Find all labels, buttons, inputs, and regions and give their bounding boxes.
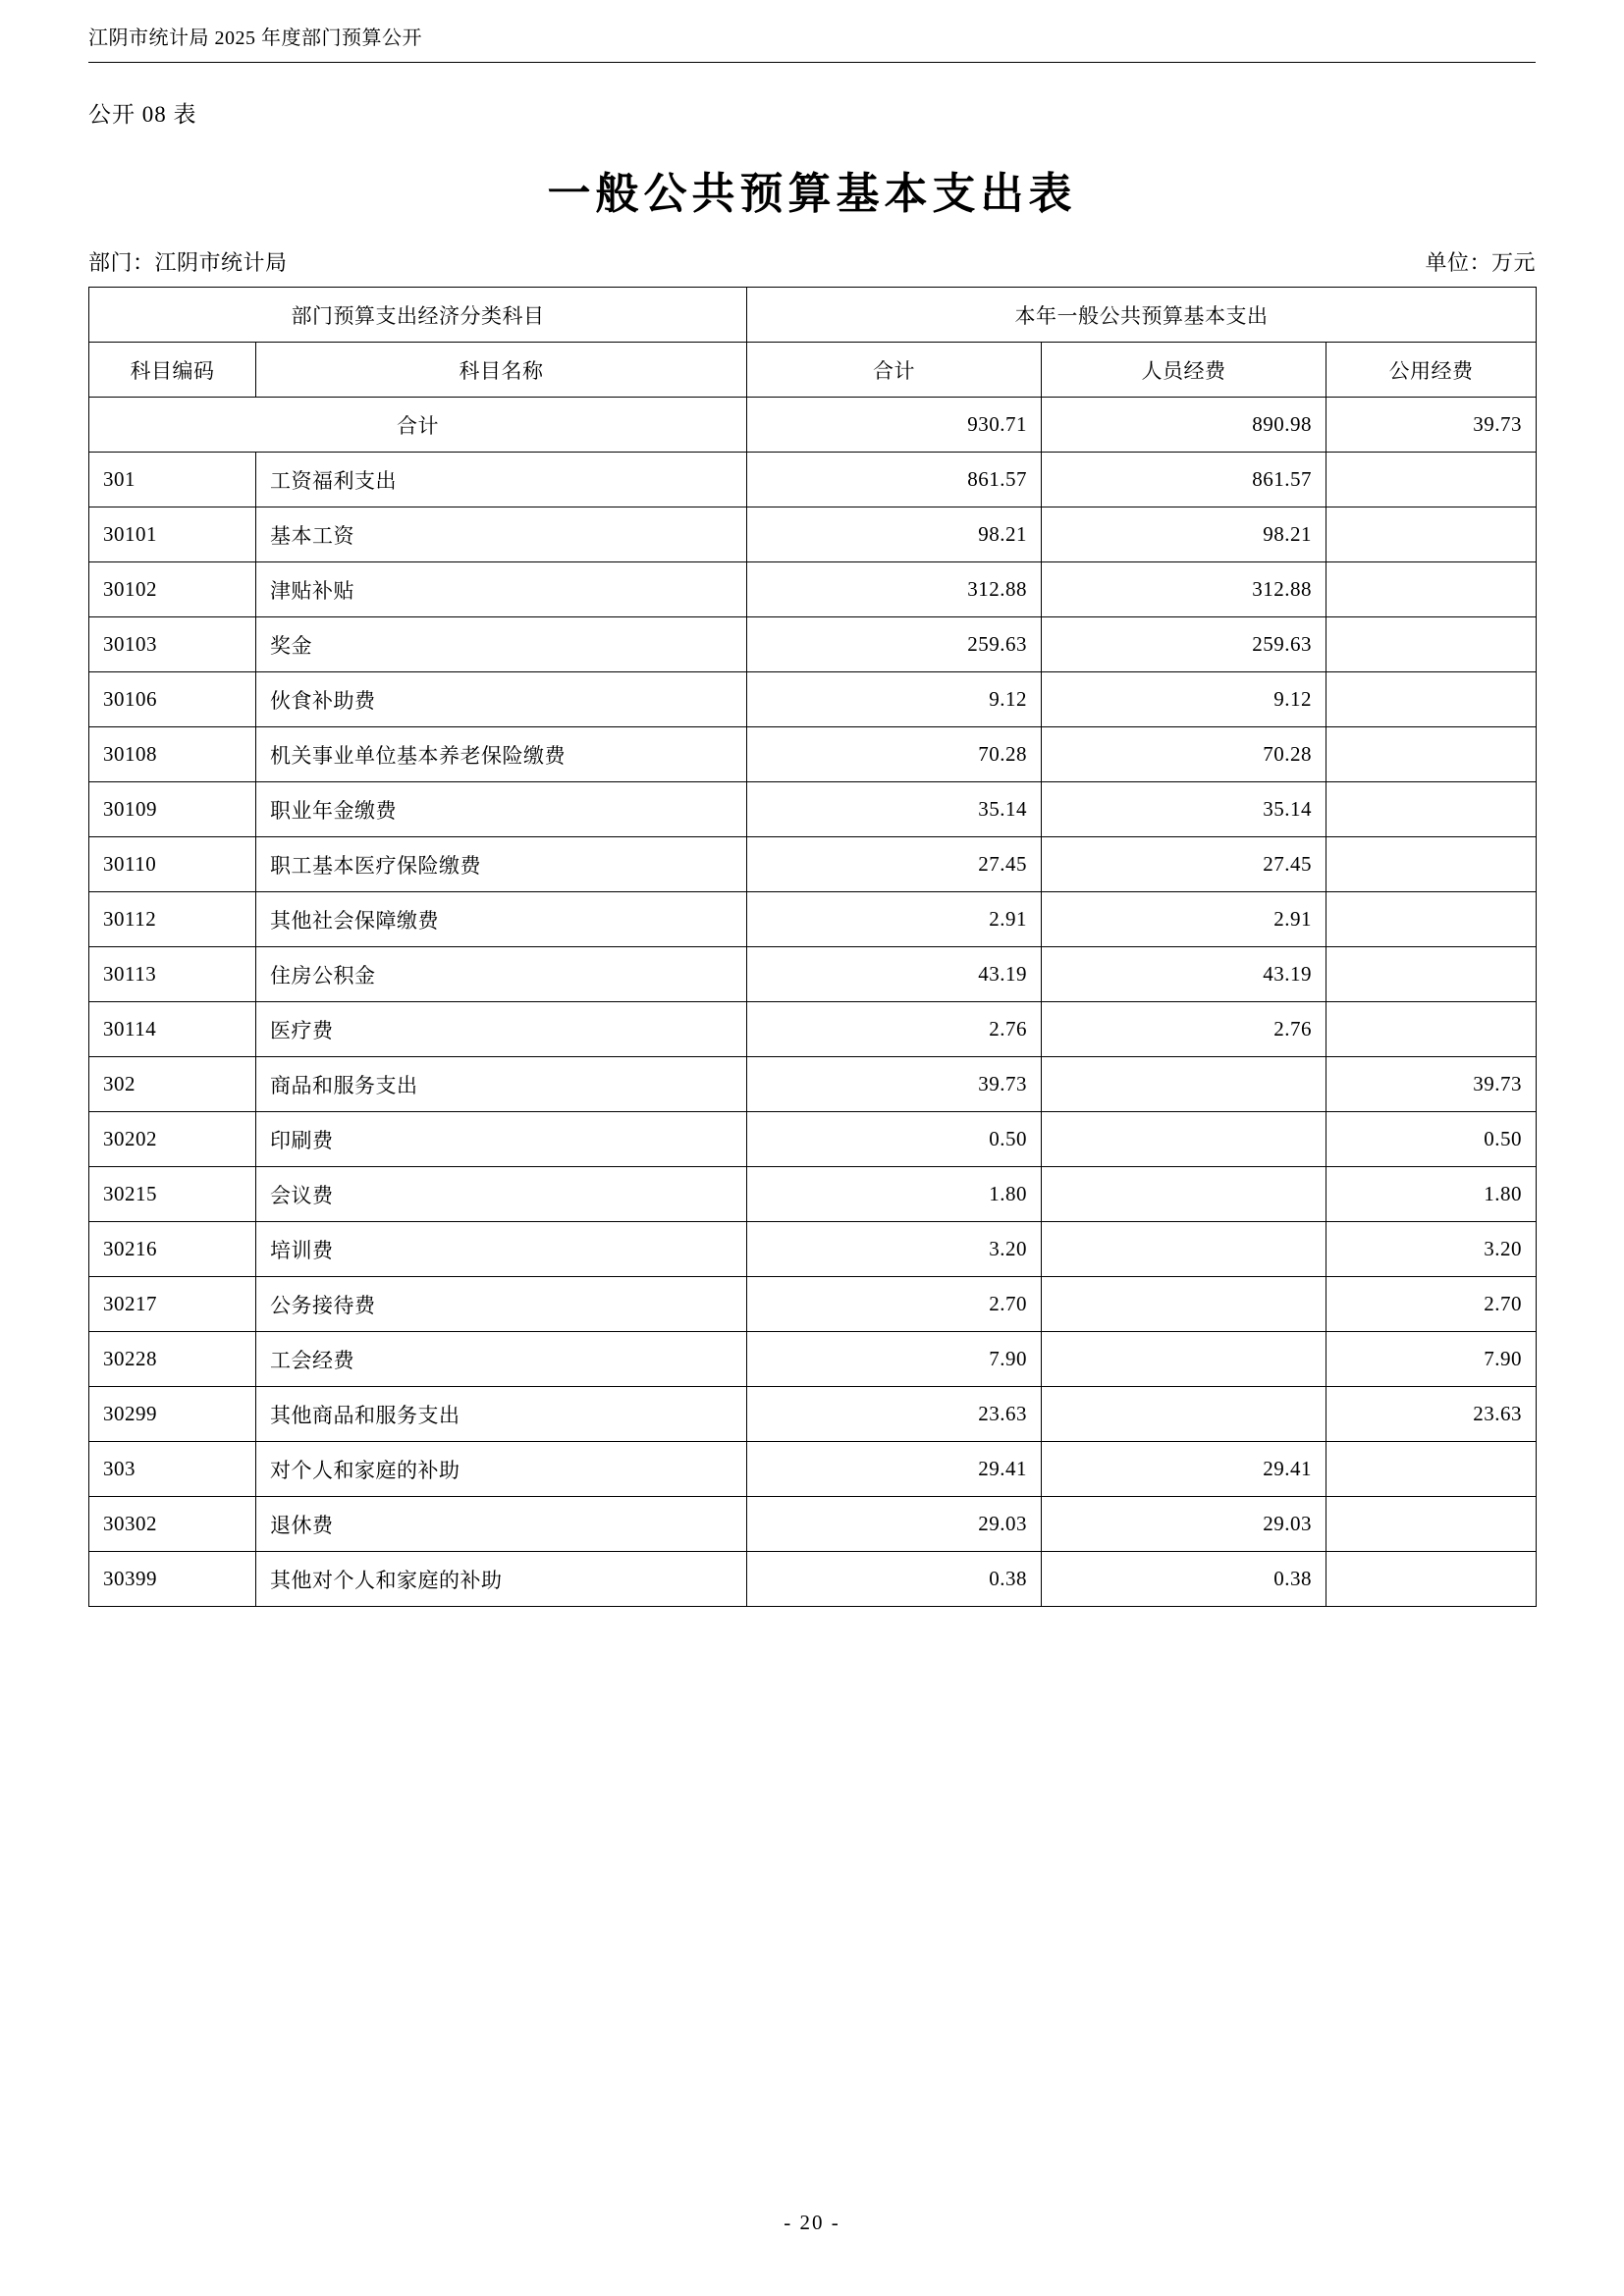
table-row — [89, 1002, 1537, 1057]
column-header-name: 科目名称 — [256, 343, 747, 398]
cell-name: 职业年金缴费 — [256, 782, 747, 837]
table-row — [89, 837, 1537, 892]
cell-name: 公务接待费 — [256, 1277, 747, 1332]
table-row — [89, 507, 1537, 562]
cell-code: 30103 — [89, 617, 256, 672]
cell-code: 30113 — [89, 947, 256, 1002]
cell-total: 259.63 — [747, 617, 1042, 672]
table-row — [89, 1387, 1537, 1442]
cell-code: 302 — [89, 1057, 256, 1112]
table-row — [89, 1442, 1537, 1497]
cell-name: 工会经费 — [256, 1332, 747, 1387]
cell-name: 其他商品和服务支出 — [256, 1387, 747, 1442]
table-row — [89, 1332, 1537, 1387]
cell-personnel: 29.03 — [1042, 1497, 1326, 1552]
meta-row — [88, 246, 1536, 277]
table-row — [89, 782, 1537, 837]
cell-personnel: 29.41 — [1042, 1442, 1326, 1497]
column-header-public: 公用经费 — [1326, 343, 1537, 398]
table-group-header-row — [89, 288, 1537, 343]
table-row — [89, 947, 1537, 1002]
cell-public: 0.50 — [1326, 1112, 1537, 1167]
cell-public — [1326, 1497, 1537, 1552]
unit-label: 单位：万元 — [1425, 250, 1536, 275]
total-row-personnel: 890.98 — [1042, 398, 1326, 453]
table-row — [89, 1497, 1537, 1552]
cell-code: 30101 — [89, 507, 256, 562]
cell-public — [1326, 782, 1537, 837]
cell-personnel: 9.12 — [1042, 672, 1326, 727]
cell-name: 基本工资 — [256, 507, 747, 562]
running-header: 江阴市统计局 2025 年度部门预算公开 — [88, 0, 1536, 63]
cell-code: 30299 — [89, 1387, 256, 1442]
cell-code: 301 — [89, 453, 256, 507]
cell-public: 7.90 — [1326, 1332, 1537, 1387]
cell-total: 39.73 — [747, 1057, 1042, 1112]
table-row — [89, 1277, 1537, 1332]
total-row-total: 930.71 — [747, 398, 1042, 453]
cell-total: 861.57 — [747, 453, 1042, 507]
cell-code: 30114 — [89, 1002, 256, 1057]
cell-personnel — [1042, 1167, 1326, 1222]
cell-public: 2.70 — [1326, 1277, 1537, 1332]
table-row — [89, 617, 1537, 672]
cell-total: 7.90 — [747, 1332, 1042, 1387]
cell-public — [1326, 892, 1537, 947]
cell-code: 30228 — [89, 1332, 256, 1387]
cell-code: 303 — [89, 1442, 256, 1497]
cell-personnel: 98.21 — [1042, 507, 1326, 562]
table-row — [89, 672, 1537, 727]
table-row-total — [89, 398, 1537, 453]
cell-total: 3.20 — [747, 1222, 1042, 1277]
table-row — [89, 1552, 1537, 1607]
table-body — [89, 398, 1537, 1607]
cell-total: 23.63 — [747, 1387, 1042, 1442]
cell-total: 0.50 — [747, 1112, 1042, 1167]
cell-name: 伙食补助费 — [256, 672, 747, 727]
form-number: 公开 08 表 — [88, 102, 197, 127]
table-row — [89, 892, 1537, 947]
column-header-total: 合计 — [747, 343, 1042, 398]
table-row — [89, 562, 1537, 617]
cell-personnel: 2.76 — [1042, 1002, 1326, 1057]
cell-personnel: 312.88 — [1042, 562, 1326, 617]
group-header-left: 部门预算支出经济分类科目 — [89, 288, 747, 343]
cell-public — [1326, 672, 1537, 727]
cell-code: 30106 — [89, 672, 256, 727]
table-row — [89, 727, 1537, 782]
cell-code: 30110 — [89, 837, 256, 892]
cell-code: 30217 — [89, 1277, 256, 1332]
cell-public — [1326, 507, 1537, 562]
cell-public: 23.63 — [1326, 1387, 1537, 1442]
table-row — [89, 453, 1537, 507]
cell-name: 印刷费 — [256, 1112, 747, 1167]
cell-personnel: 27.45 — [1042, 837, 1326, 892]
page-title: 一般公共预算基本支出表 — [547, 170, 1077, 218]
cell-total: 2.76 — [747, 1002, 1042, 1057]
table-column-header-row — [89, 343, 1537, 398]
cell-public: 39.73 — [1326, 1057, 1537, 1112]
cell-name: 奖金 — [256, 617, 747, 672]
table-head — [89, 288, 1537, 398]
cell-personnel: 861.57 — [1042, 453, 1326, 507]
cell-code: 30302 — [89, 1497, 256, 1552]
cell-personnel: 0.38 — [1042, 1552, 1326, 1607]
cell-total: 2.70 — [747, 1277, 1042, 1332]
cell-name: 对个人和家庭的补助 — [256, 1442, 747, 1497]
cell-total: 9.12 — [747, 672, 1042, 727]
cell-personnel — [1042, 1332, 1326, 1387]
page-footer: - 20 - — [784, 2211, 840, 2234]
cell-name: 机关事业单位基本养老保险缴费 — [256, 727, 747, 782]
cell-code: 30216 — [89, 1222, 256, 1277]
cell-public — [1326, 1002, 1537, 1057]
cell-name: 医疗费 — [256, 1002, 747, 1057]
cell-public — [1326, 837, 1537, 892]
cell-name: 职工基本医疗保险缴费 — [256, 837, 747, 892]
cell-public: 3.20 — [1326, 1222, 1537, 1277]
cell-total: 1.80 — [747, 1167, 1042, 1222]
cell-code: 30102 — [89, 562, 256, 617]
cell-total: 35.14 — [747, 782, 1042, 837]
column-header-code: 科目编码 — [89, 343, 256, 398]
cell-public — [1326, 1552, 1537, 1607]
cell-total: 29.41 — [747, 1442, 1042, 1497]
cell-total: 29.03 — [747, 1497, 1042, 1552]
table-row — [89, 1222, 1537, 1277]
cell-personnel: 43.19 — [1042, 947, 1326, 1002]
cell-personnel — [1042, 1057, 1326, 1112]
cell-total: 0.38 — [747, 1552, 1042, 1607]
department-label: 部门：江阴市统计局 — [88, 250, 288, 275]
cell-name: 其他对个人和家庭的补助 — [256, 1552, 747, 1607]
cell-total: 27.45 — [747, 837, 1042, 892]
cell-code: 30112 — [89, 892, 256, 947]
cell-code: 30215 — [89, 1167, 256, 1222]
cell-code: 30108 — [89, 727, 256, 782]
cell-total: 43.19 — [747, 947, 1042, 1002]
budget-table — [88, 287, 1537, 1607]
table-row — [89, 1112, 1537, 1167]
cell-name: 津贴补贴 — [256, 562, 747, 617]
table-row — [89, 1057, 1537, 1112]
cell-personnel: 35.14 — [1042, 782, 1326, 837]
cell-personnel — [1042, 1387, 1326, 1442]
cell-name: 商品和服务支出 — [256, 1057, 747, 1112]
total-row-label: 合计 — [89, 398, 747, 453]
cell-public — [1326, 727, 1537, 782]
cell-name: 住房公积金 — [256, 947, 747, 1002]
cell-public — [1326, 947, 1537, 1002]
cell-personnel: 70.28 — [1042, 727, 1326, 782]
cell-name: 培训费 — [256, 1222, 747, 1277]
cell-name: 其他社会保障缴费 — [256, 892, 747, 947]
cell-personnel — [1042, 1222, 1326, 1277]
cell-code: 30109 — [89, 782, 256, 837]
cell-personnel — [1042, 1112, 1326, 1167]
cell-total: 98.21 — [747, 507, 1042, 562]
cell-public — [1326, 562, 1537, 617]
cell-name: 退休费 — [256, 1497, 747, 1552]
column-header-personnel: 人员经费 — [1042, 343, 1326, 398]
cell-personnel: 2.91 — [1042, 892, 1326, 947]
cell-code: 30399 — [89, 1552, 256, 1607]
cell-name: 会议费 — [256, 1167, 747, 1222]
cell-public — [1326, 453, 1537, 507]
table-row — [89, 1167, 1537, 1222]
cell-public — [1326, 1442, 1537, 1497]
cell-public — [1326, 617, 1537, 672]
cell-personnel — [1042, 1277, 1326, 1332]
total-row-public: 39.73 — [1326, 398, 1537, 453]
cell-total: 2.91 — [747, 892, 1042, 947]
cell-total: 312.88 — [747, 562, 1042, 617]
group-header-right: 本年一般公共预算基本支出 — [747, 288, 1537, 343]
cell-total: 70.28 — [747, 727, 1042, 782]
cell-personnel: 259.63 — [1042, 617, 1326, 672]
cell-code: 30202 — [89, 1112, 256, 1167]
cell-name: 工资福利支出 — [256, 453, 747, 507]
cell-public: 1.80 — [1326, 1167, 1537, 1222]
